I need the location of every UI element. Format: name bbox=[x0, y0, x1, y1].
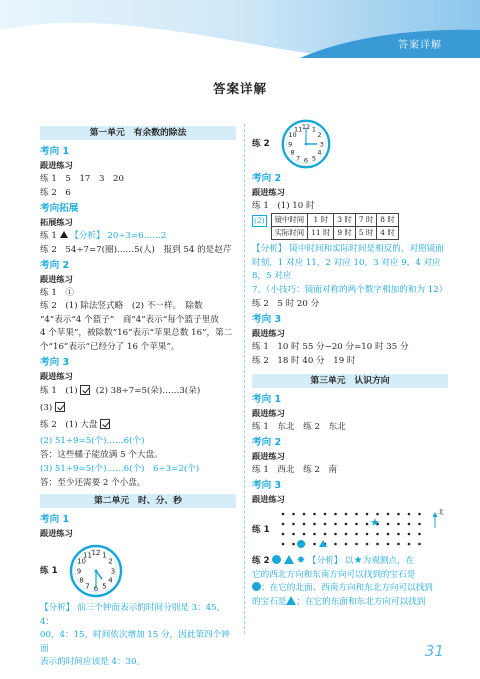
section-heading: 考向 3 bbox=[252, 314, 282, 325]
answer-line: 练 1 5 17 3 20 bbox=[40, 174, 124, 184]
answer-line: 答：这些橘子能放满 5 个大盘。 bbox=[40, 450, 163, 460]
subheading: 跟进练习 bbox=[252, 328, 285, 338]
answer-line: 练 2 54÷7=7(圈)……5(人) 报到 54 的是赵芹 bbox=[40, 245, 232, 255]
table-cell: 1 时 bbox=[308, 214, 334, 227]
answer-text: (2) 38÷7=5(朵)……3(朵) bbox=[95, 386, 201, 396]
grid-dot bbox=[334, 533, 337, 536]
svg-text:4: 4 bbox=[317, 148, 322, 157]
north-label: 北 bbox=[438, 509, 445, 516]
subheading: 跟进练习 bbox=[252, 408, 285, 418]
analysis-paragraph bbox=[252, 582, 448, 596]
subheading: 跟进练习 bbox=[252, 451, 285, 461]
grid-dot bbox=[282, 523, 285, 526]
answer-label: 练 2 (1) 大盘 bbox=[40, 420, 98, 430]
subheading: 跟进练习 bbox=[40, 371, 73, 381]
answer-line: 练 1 西北 练 2 南 bbox=[252, 465, 338, 475]
analysis-text: 00，4：15，时间依次增加 15 分，因此第四个钟面 bbox=[40, 630, 230, 654]
grid-dot bbox=[355, 533, 358, 536]
svg-text:9: 9 bbox=[288, 140, 293, 149]
answer-label: 练 1 bbox=[252, 524, 270, 535]
table-cell: 4 时 bbox=[377, 227, 398, 240]
grid-dot bbox=[366, 523, 369, 526]
analysis-paragraph bbox=[252, 596, 448, 610]
analysis-text: 表示的时间应该是 4：30。 bbox=[40, 657, 146, 667]
grid-dot bbox=[292, 543, 295, 546]
header-banner bbox=[0, 0, 480, 58]
clock-answer-row bbox=[40, 540, 236, 602]
star-icon: ✸ bbox=[296, 555, 306, 566]
grid-dot bbox=[418, 533, 421, 536]
answer-label: 练 2 bbox=[252, 138, 270, 149]
svg-text:3: 3 bbox=[319, 140, 324, 149]
analysis-text: 的宝石是 bbox=[252, 596, 287, 607]
svg-text:10: 10 bbox=[77, 557, 86, 566]
answer-line: (2) 51÷9=5(个)……6(个) bbox=[40, 436, 145, 446]
section-heading: 考向拓展 bbox=[40, 203, 79, 214]
analysis-tag: 【分析】 bbox=[40, 603, 75, 613]
triangle-icon bbox=[60, 231, 68, 238]
answer-line: 练 2 18 时 40 分 19 时 bbox=[252, 356, 356, 366]
analysis-text: 它的西北方向和东南方向可以找到的宝石是 bbox=[252, 569, 416, 580]
grid-dot bbox=[387, 533, 390, 536]
page-number: 31 bbox=[424, 642, 444, 660]
grid-dot bbox=[345, 513, 348, 516]
table-cell: 7 时 bbox=[355, 214, 376, 227]
grid-dot bbox=[334, 523, 337, 526]
answer-line bbox=[40, 229, 236, 243]
answer-line: 练 2 5 时 20 分 bbox=[252, 299, 320, 309]
answer-line: 练 1 10 时 55 分−20 分=10 时 35 分 bbox=[252, 342, 409, 352]
table-row bbox=[271, 214, 398, 227]
answer-line: 4 个苹果”，被除数“16”表示“苹果总数 16”，第二 bbox=[40, 328, 233, 338]
answer-label: 练 1 bbox=[40, 231, 57, 241]
grid-dot bbox=[376, 543, 379, 546]
north-arrow-head bbox=[433, 512, 438, 517]
svg-text:5: 5 bbox=[102, 582, 107, 591]
grid-dot bbox=[387, 513, 390, 516]
grid-dot bbox=[303, 533, 306, 536]
grid-dot bbox=[313, 523, 316, 526]
analysis-tag: 【分析】 bbox=[252, 244, 287, 254]
answer-line: 练 1 (1) 10 时 bbox=[252, 201, 315, 211]
analysis-paragraph bbox=[252, 554, 448, 569]
table-row bbox=[271, 227, 398, 240]
svg-text:9: 9 bbox=[76, 567, 82, 576]
grid-dot bbox=[303, 513, 306, 516]
table-cell: 8 时 bbox=[377, 214, 398, 227]
triangle-gem-icon bbox=[286, 596, 296, 605]
answer-line: (3) 51÷9=5(个)……6(个) 6÷3=2(个) bbox=[40, 464, 200, 474]
mirror-time-table bbox=[271, 213, 399, 240]
grid-dot bbox=[324, 513, 327, 516]
svg-text:5: 5 bbox=[311, 154, 316, 163]
checkbox-icon bbox=[100, 419, 110, 429]
grid-dot bbox=[324, 533, 327, 536]
answer-line bbox=[40, 417, 236, 434]
svg-text:2: 2 bbox=[108, 557, 113, 566]
answer-label: 练 2 bbox=[252, 556, 270, 566]
table-cell: 5 时 bbox=[355, 227, 376, 240]
time-table-wrap bbox=[252, 213, 448, 240]
analysis-tag: 【分析】 bbox=[70, 231, 105, 241]
item-number: (2) bbox=[254, 216, 265, 225]
section-heading: 考向 2 bbox=[40, 260, 70, 271]
answer-line bbox=[40, 400, 236, 417]
column-divider bbox=[244, 124, 245, 634]
svg-text:11: 11 bbox=[83, 551, 92, 560]
svg-text:12: 12 bbox=[301, 123, 311, 132]
dot-grid bbox=[278, 506, 446, 554]
left-column bbox=[40, 124, 236, 670]
header-label: 答案详解 bbox=[398, 40, 442, 51]
analysis-text: 镜中时间和实际时间是相反的，对照镜面 bbox=[289, 244, 444, 254]
grid-dot bbox=[366, 513, 369, 516]
analysis-paragraph bbox=[252, 243, 448, 257]
table-header-cell: 实际时间 bbox=[271, 227, 308, 240]
section-heading: 考向 2 bbox=[252, 173, 282, 184]
table-cell: 3 时 bbox=[334, 214, 355, 227]
circle-gem-icon bbox=[252, 582, 261, 591]
grid-dot bbox=[313, 513, 316, 516]
analysis-tag: 【分析】 bbox=[307, 556, 343, 566]
answer-line: 练 1 东北 练 2 东北 bbox=[252, 422, 346, 432]
analysis-text: ；在它的北面、西南方向和东北方向可以找到 bbox=[261, 583, 433, 593]
star-icon: ★ bbox=[353, 555, 363, 566]
triangle-gem-icon bbox=[284, 555, 294, 564]
table-cell: 9 时 bbox=[334, 227, 355, 240]
clock-icon bbox=[280, 118, 332, 170]
grid-dot bbox=[366, 533, 369, 536]
right-column bbox=[252, 118, 448, 609]
svg-text:12: 12 bbox=[91, 549, 101, 557]
section-heading: 考向 1 bbox=[252, 394, 282, 405]
answer-label: (3) bbox=[40, 403, 53, 413]
analysis-text: 20÷3=6……2 bbox=[107, 231, 167, 241]
svg-text:3: 3 bbox=[110, 567, 116, 576]
grid-dot bbox=[376, 513, 379, 516]
subheading: 跟进练习 bbox=[252, 187, 285, 197]
analysis-text: 前三个钟面表示的时间分别是 3：45，4： bbox=[40, 603, 226, 627]
grid-dot bbox=[408, 533, 411, 536]
grid-dot bbox=[303, 523, 306, 526]
svg-text:7: 7 bbox=[296, 154, 301, 163]
grid-dot bbox=[282, 513, 285, 516]
answer-line: “4”表示“4 个篮子” 商“4”表示“每个篮子里放 bbox=[40, 314, 219, 325]
checkbox-icon bbox=[55, 402, 65, 412]
analysis-text: 7。（小技巧：镜面对称的两个数字相加的和为 12） bbox=[252, 284, 448, 295]
section-heading: 考向 3 bbox=[252, 480, 282, 491]
grid-dot bbox=[282, 543, 285, 546]
section-heading: 考向 3 bbox=[40, 357, 70, 368]
unit-2-heading: 第二单元 时、分、秒 bbox=[40, 494, 236, 508]
grid-dot bbox=[292, 523, 295, 526]
analysis-text: 以 bbox=[345, 556, 354, 566]
grid-dot bbox=[408, 513, 411, 516]
answer-line: 答：至少还需要 2 个小盘。 bbox=[40, 478, 146, 488]
subheading: 拓展练习 bbox=[40, 217, 73, 227]
circle-gem-icon bbox=[272, 555, 281, 564]
grid-dot bbox=[397, 523, 400, 526]
grid-dot bbox=[345, 543, 348, 546]
table-header-cell: 镜中时间 bbox=[271, 214, 308, 227]
grid-dot bbox=[313, 543, 316, 546]
answer-line: 练 2 (1) 除法竖式略 (2) 不一样。 除数 bbox=[40, 301, 203, 311]
grid-dot bbox=[408, 523, 411, 526]
subheading: 跟进练习 bbox=[40, 528, 73, 538]
answer-line: 个“16”表示“已经分了 16 个苹果”。 bbox=[40, 341, 180, 352]
grid-dot bbox=[345, 523, 348, 526]
analysis-text: 时刻，1 对应 11，2 对应 10，3 对应 9，4 对应 8，5 对应 bbox=[252, 257, 441, 281]
grid-dot bbox=[397, 543, 400, 546]
svg-text:8: 8 bbox=[290, 148, 295, 157]
answer-label: 练 1 bbox=[40, 565, 58, 576]
svg-text:10: 10 bbox=[288, 131, 297, 140]
grid-dot bbox=[313, 533, 316, 536]
grid-dot bbox=[292, 533, 295, 536]
grid-dot bbox=[292, 513, 295, 516]
section-heading: 考向 1 bbox=[40, 514, 70, 525]
analysis-text: 为观测点，在 bbox=[362, 556, 415, 566]
subheading: 跟进练习 bbox=[252, 494, 285, 504]
grid-dot bbox=[376, 533, 379, 536]
subheading: 跟进练习 bbox=[40, 274, 73, 284]
grid-dot bbox=[418, 543, 421, 546]
svg-text:6: 6 bbox=[93, 585, 99, 593]
page-title: 答案详解 bbox=[212, 81, 267, 96]
grid-dot bbox=[345, 533, 348, 536]
table-cell: 11 时 bbox=[308, 227, 334, 240]
svg-text:1: 1 bbox=[311, 125, 316, 134]
grid-dot bbox=[355, 543, 358, 546]
grid-dot bbox=[387, 523, 390, 526]
grid-dot bbox=[355, 523, 358, 526]
grid-dot bbox=[355, 513, 358, 516]
answer-line bbox=[40, 383, 236, 400]
grid-dot bbox=[334, 543, 337, 546]
section-heading: 考向 2 bbox=[252, 437, 282, 448]
unit-1-heading: 第一单元 有余数的除法 bbox=[40, 126, 236, 140]
grid-dot bbox=[418, 513, 421, 516]
section-heading: 考向 1 bbox=[40, 146, 70, 157]
checkbox-icon bbox=[80, 385, 90, 395]
grid-dot bbox=[366, 543, 369, 546]
svg-text:4: 4 bbox=[108, 576, 113, 585]
svg-text:1: 1 bbox=[102, 551, 107, 560]
clock-answer-row bbox=[252, 118, 448, 170]
svg-text:11: 11 bbox=[293, 125, 303, 134]
grid-dot bbox=[397, 533, 400, 536]
grid-dot bbox=[324, 523, 327, 526]
grid-dot bbox=[418, 523, 421, 526]
svg-text:6: 6 bbox=[303, 156, 309, 165]
answer-label: 练 1 (1) bbox=[40, 386, 78, 396]
grid-dot bbox=[408, 543, 411, 546]
grid-dot bbox=[282, 533, 285, 536]
subheading: 跟进练习 bbox=[40, 160, 73, 170]
unit-3-heading: 第三单元 认识方向 bbox=[252, 374, 448, 388]
analysis-text: ；在它的东面和东北方向可以找到 bbox=[296, 596, 426, 607]
star-icon: ★ bbox=[370, 516, 380, 529]
clock-icon bbox=[68, 543, 124, 599]
analysis-paragraph bbox=[40, 602, 236, 629]
circle-gem-icon bbox=[297, 540, 305, 548]
svg-text:8: 8 bbox=[79, 576, 84, 585]
grid-dot bbox=[334, 513, 337, 516]
svg-text:7: 7 bbox=[85, 582, 90, 591]
svg-text:2: 2 bbox=[317, 131, 322, 140]
answer-line: 练 1 ① bbox=[40, 288, 74, 298]
dot-grid-row bbox=[252, 506, 448, 554]
answer-line: 练 2 6 bbox=[40, 188, 71, 198]
grid-dot bbox=[387, 543, 390, 546]
grid-dot bbox=[397, 513, 400, 516]
